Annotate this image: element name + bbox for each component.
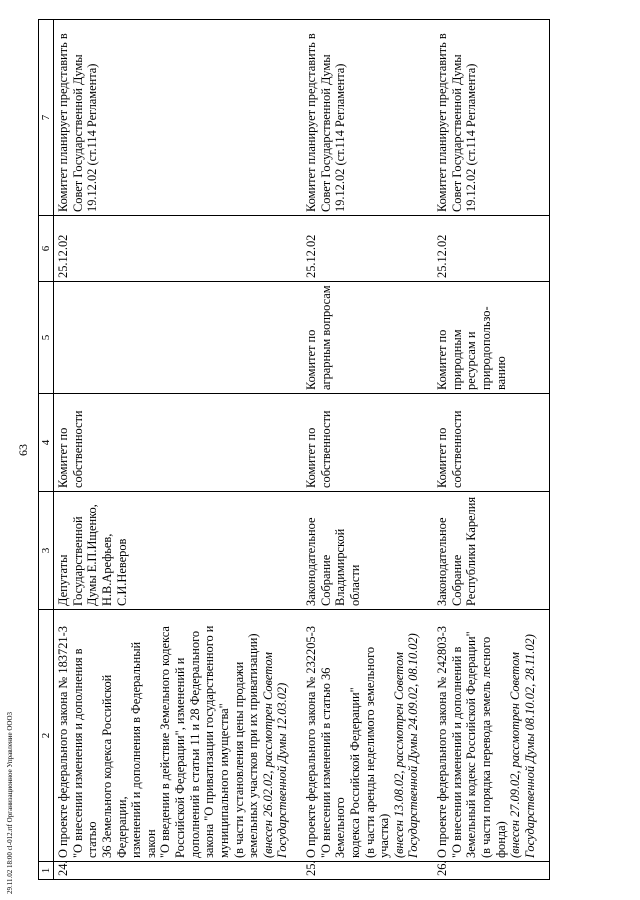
bill-description [433,610,550,862]
bills-table [38,19,550,880]
table-row [433,20,550,880]
header-row [39,20,54,880]
initiator: Депутаты Государственной Думы Е.П.Ищенко, Н.В.Арефьев, С.И.Неверов [54,492,303,610]
co-committee: Комитет по природным ресурсам и природопользо-ванию [433,282,550,394]
page-number: 63 [16,444,30,456]
bill-line: земельных участков при их приватизации) [246,633,261,858]
bill-line: О проекте федерального закона № 232205-3 [304,626,318,858]
col-header: 1 [39,862,54,880]
bill-line: дополнений в статьи 11 и 28 Федерального [187,630,202,858]
col-header: 3 [39,492,54,610]
col-header: 5 [39,282,54,394]
responsible-committee: Комитет по собственности [433,394,550,492]
bill-description [54,610,303,862]
responsible-committee: Комитет по собственности [302,394,433,492]
bill-line: (в части аренды неделимого земельного [362,646,377,858]
deadline-date: 25.12.02 [54,216,303,282]
bill-line: кодекса Российской Федерации" [347,687,362,858]
initiator: Законодательное Собрание Владимирской области [302,492,433,610]
co-committee: Комитет по аграрным вопросам [302,282,433,394]
bill-line: участка) [377,813,392,858]
bill-line: 36 Земельного кодекса Российской Федерации, [99,674,129,858]
bill-note: (внесен 13.08.02, рассмотрен Советом Государственной Думы 24.09.02, 08.10.02) [391,633,421,858]
bill-description [302,610,433,862]
table-row [54,20,303,880]
row-number: 24. [54,862,303,880]
bill-line: муниципального имущества" [216,703,231,858]
bill-line: (в части установления цены продажи [231,661,246,858]
deadline-date: 25.12.02 [302,216,433,282]
row-number: 26. [433,862,550,880]
document-footer: 29.11.02 18:00 cl-012.rtf Организационное Управление ООО3 [6,711,14,894]
bill-line: фонда) [493,821,508,858]
bill-line: закона "О приватизации государственного и [202,625,217,858]
bill-line: Земельный кодекс Российской Федерации" [464,631,479,858]
col-header: 7 [39,20,54,216]
responsible-committee: Комитет по собственности [54,394,303,492]
plan-note: Комитет планирует представить в Совет Государственной Думы 19.12.02 (ст.114 Регламента) [54,20,303,216]
co-committee [54,282,303,394]
bill-line: "О внесении изменения и дополнения в статью [70,648,100,858]
bill-note: (внесен 27.09.02, рассмотрен Советом Государственной Думы 08.10.02, 28.11.02) [508,634,537,858]
footer-area [0,0,20,900]
deadline-date: 25.12.02 [433,216,550,282]
table-row [302,20,433,880]
bill-line: изменений и дополнения в Федеральный закон [129,641,158,858]
bill-note: (внесен 26.02.02, рассмотрен Советом Государственной Думы 12.03.02) [260,652,290,858]
plan-note: Комитет планирует представить в Совет Государственной Думы 19.12.02 (ст.114 Регламента) [302,20,433,216]
col-header: 4 [39,394,54,492]
col-header: 6 [39,216,54,282]
bill-line: О проекте федерального закона № 242803-3 [435,626,449,858]
rotated-page [16,20,537,880]
bill-line: О проекте федерального закона № 183721-3 [56,626,70,858]
plan-note: Комитет планирует представить в Совет Государственной Думы 19.12.02 (ст.114 Регламента) [433,20,550,216]
row-number: 25. [302,862,433,880]
bill-line: Российской Федерации", изменений и [173,657,187,858]
bill-line: "О внесении изменений и дополнений в [449,646,464,858]
bill-line: "О внесении изменений в статью 36 Земельного [318,667,348,858]
bill-line: "О введении в действие Земельного кодекса [158,626,173,858]
col-header: 2 [39,610,54,862]
initiator: Законодательное Собрание Республики Карелия [433,492,550,610]
bill-line: (в части порядка перевода земель лесного [478,636,493,858]
